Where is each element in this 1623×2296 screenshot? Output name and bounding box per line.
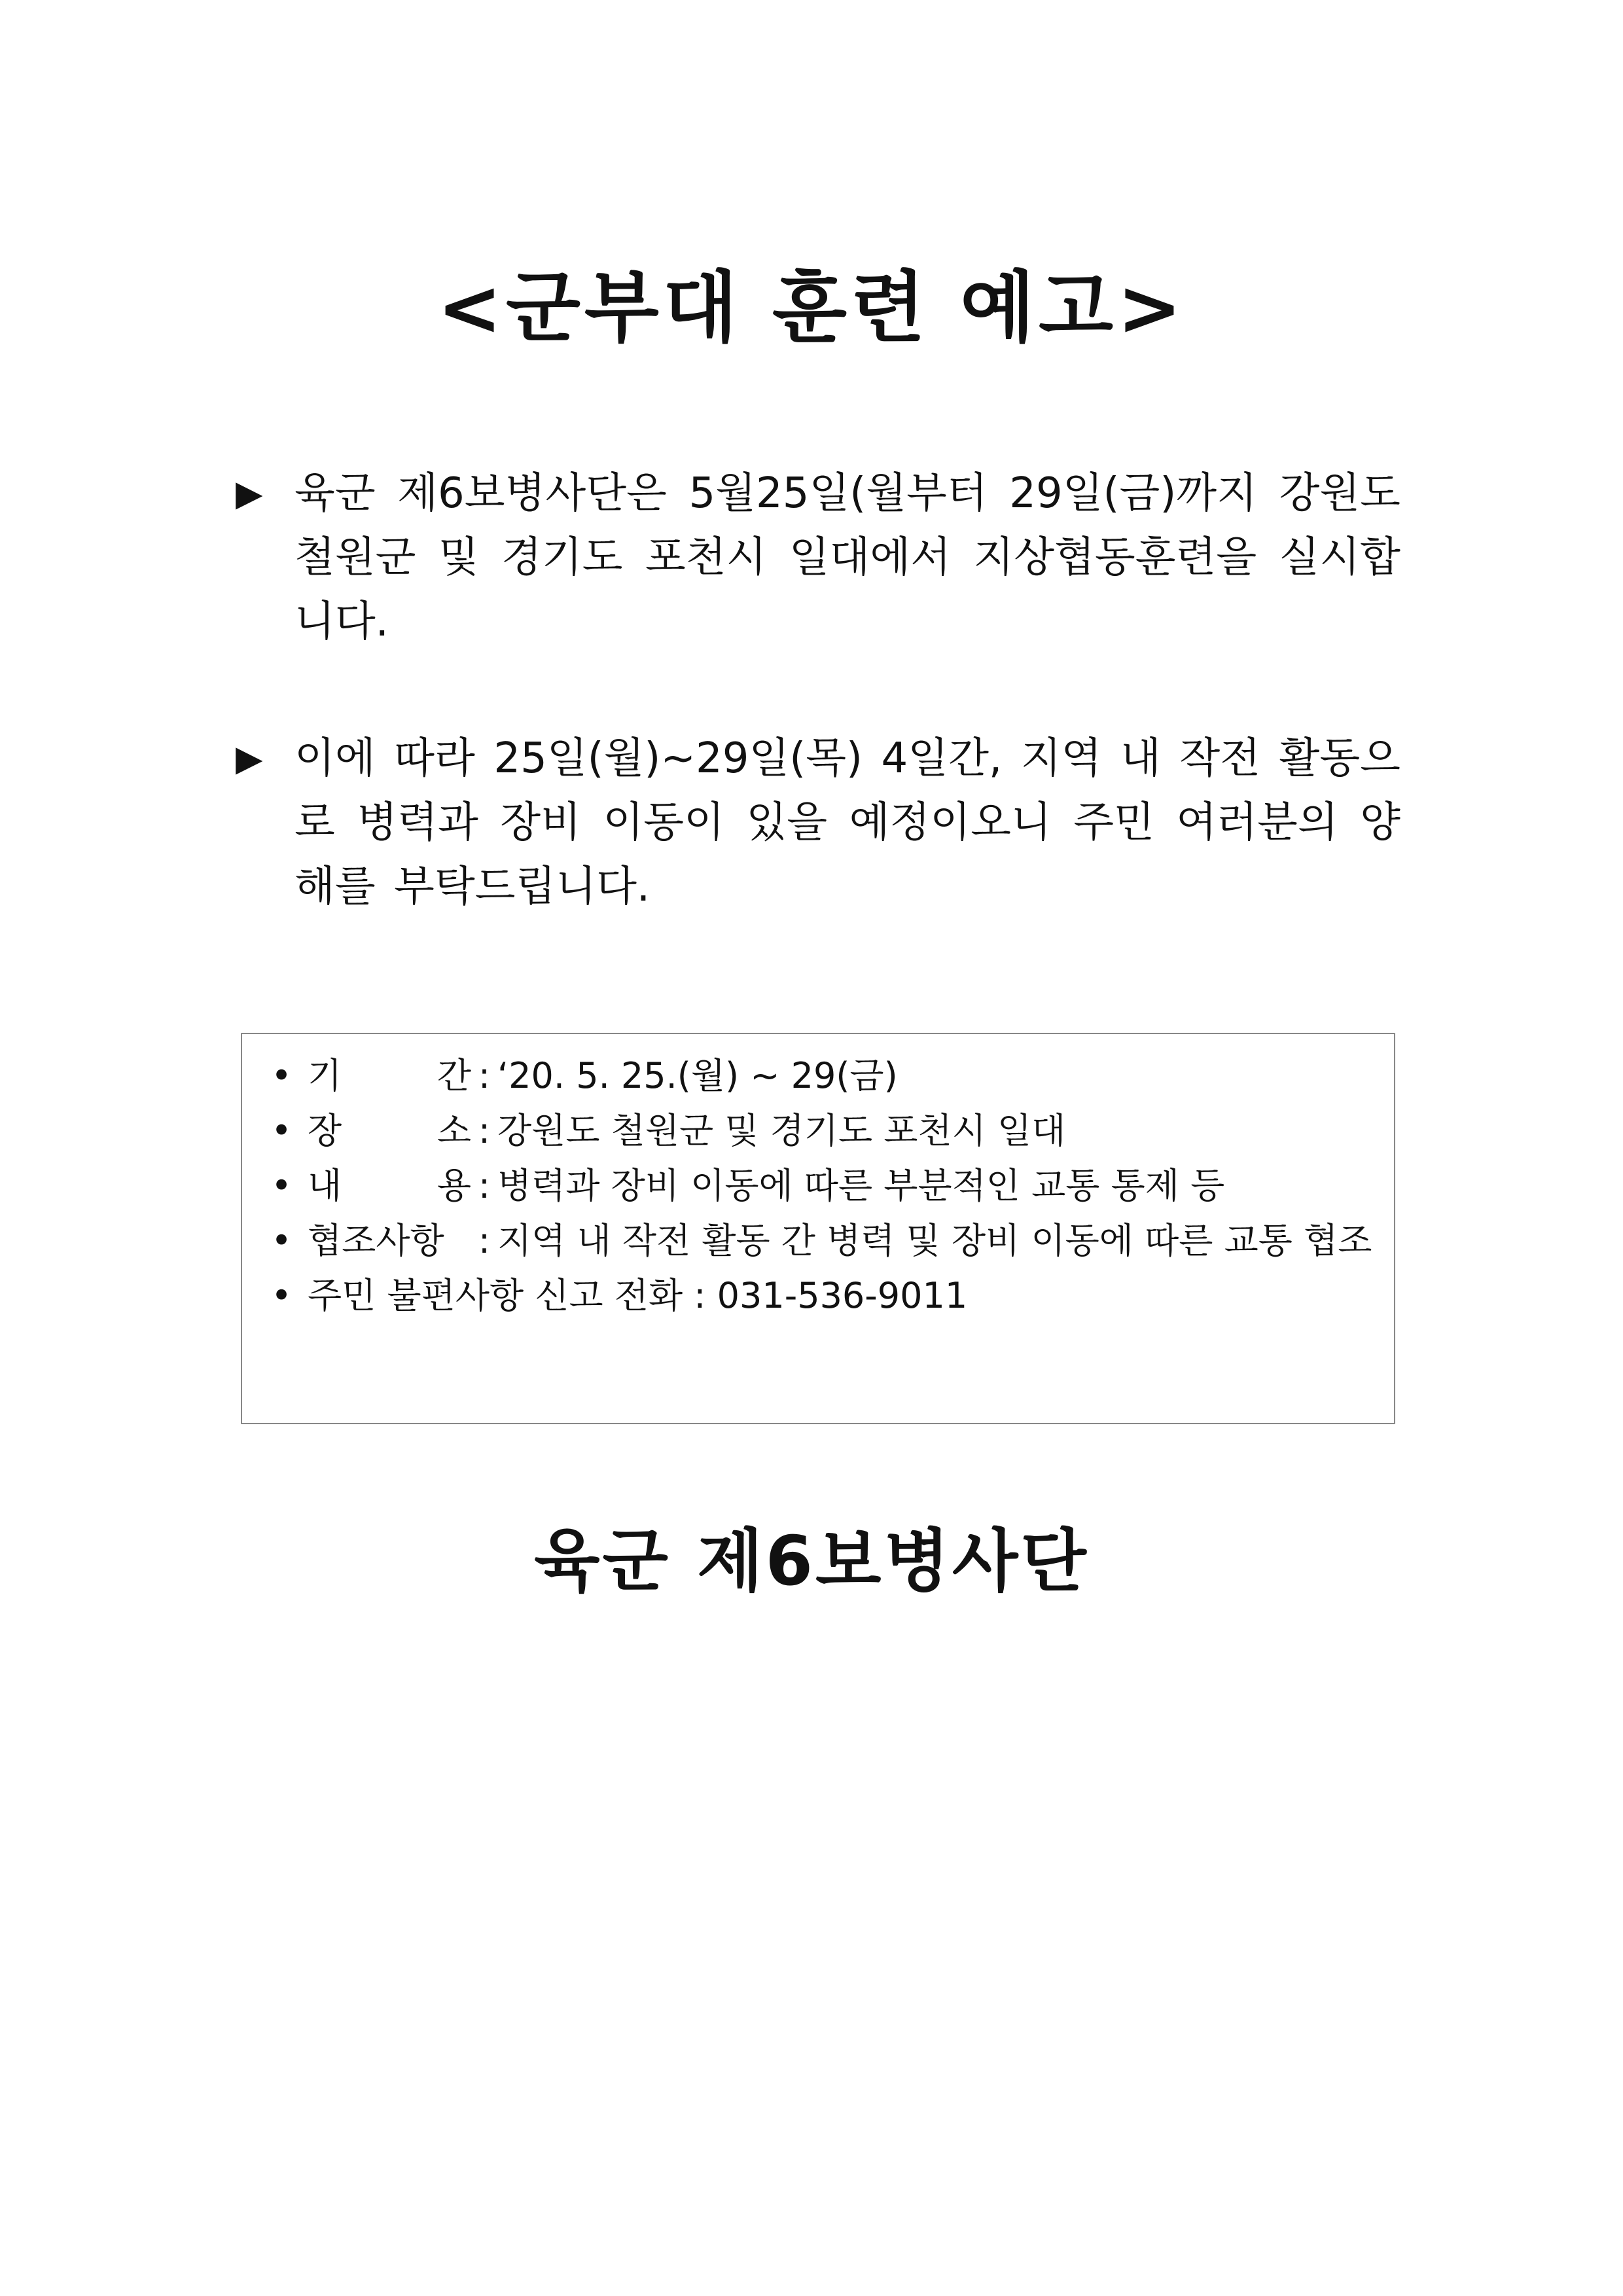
info-value: 강원도 철원군 및 경기도 포천시 일대: [497, 1110, 1066, 1151]
label-colon: :: [478, 1165, 491, 1206]
info-value: 병력과 장비 이동에 따른 부분적인 교통 통제 등: [497, 1165, 1225, 1206]
info-label: 협조사항: [308, 1220, 444, 1261]
paragraph-text: 이에 따라 25일(월)~29일(목) 4일간, 지역 내 작전 활동으로 병력과 장비 이동이 있을 예정이오니 주민 여러분의 양해를 부탁드립니다.: [294, 734, 1400, 911]
paragraph-training-schedule: [236, 461, 1400, 654]
info-row-content: [255, 1158, 1381, 1213]
info-value: 지역 내 작전 활동 간 병력 및 장비 이동에 따른 교통 협조: [497, 1220, 1372, 1261]
label-colon: :: [478, 1220, 491, 1261]
label-colon: :: [478, 1055, 491, 1096]
info-label: 기 간: [308, 1055, 471, 1096]
paragraph-text: 육군 제6보병사단은 5월25일(월부터 29일(금)까지 강원도 철원군 및 경기도 포천시 일대에서 지상협동훈련을 실시합니다.: [294, 469, 1400, 646]
bullet-icon: •: [271, 1220, 292, 1261]
info-value: ‘20. 5. 25.(월) ~ 29(금): [497, 1055, 898, 1096]
info-row-period: [255, 1049, 1381, 1103]
bullet-icon: •: [271, 1110, 292, 1151]
info-row-place: [255, 1103, 1381, 1158]
info-label: 장 소: [308, 1110, 471, 1151]
notice-title: <군부대 훈련 예고>: [437, 262, 1186, 353]
info-list: [255, 1049, 1381, 1323]
bullet-icon: •: [271, 1275, 292, 1316]
info-label: 내 용: [308, 1165, 471, 1206]
phone-text: 주민 불편사항 신고 전화 : 031-536-9011: [308, 1275, 968, 1316]
label-colon: :: [478, 1110, 491, 1151]
triangle-bullet-icon: ▶: [236, 473, 263, 514]
triangle-bullet-icon: ▶: [236, 738, 263, 779]
paragraph-request-understanding: [236, 726, 1400, 919]
issuer-signature: 육군 제6보병사단: [534, 1521, 1089, 1601]
info-row-cooperation: [255, 1213, 1381, 1268]
bullet-icon: •: [271, 1055, 292, 1096]
info-row-phone: [255, 1268, 1381, 1323]
info-box: [241, 1033, 1395, 1424]
bullet-icon: •: [271, 1165, 292, 1206]
